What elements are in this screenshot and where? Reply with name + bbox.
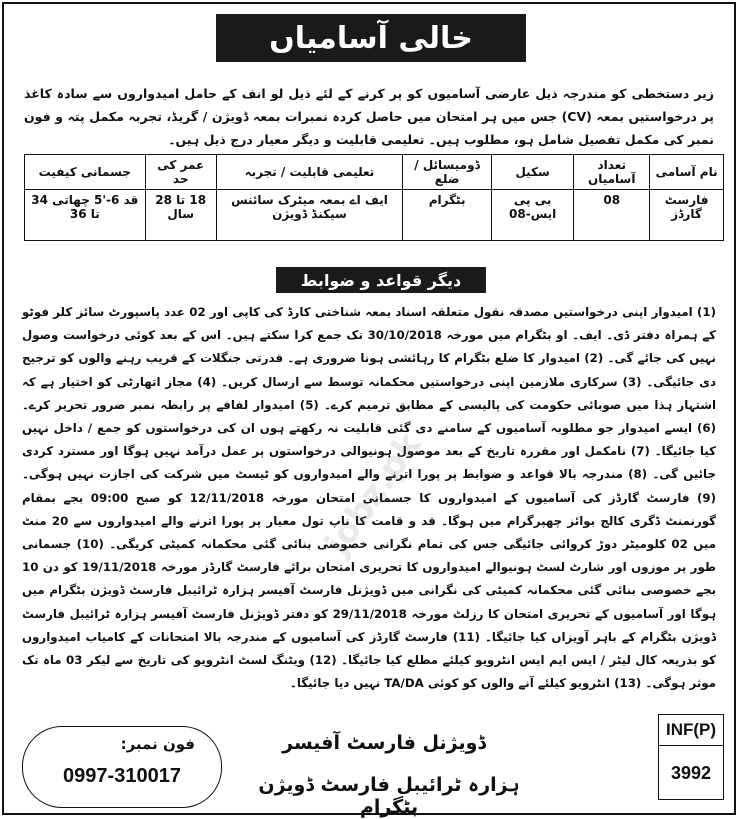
inf-label: INF(P) [659,715,723,746]
header-scale: سکیل [492,155,574,190]
posts-table [24,154,724,241]
header-qualification: تعلیمی قابلیت / تجربہ [216,155,402,190]
rules-section [22,301,716,695]
table-header-row [25,155,724,190]
office-title: ڈویژنل فارسٹ آفیسر [282,732,486,754]
inf-number: 3992 [670,762,712,783]
intro-paragraph: زیر دستخطی کو مندرجہ ذیل عارضی آسامیوں کو پر کرنے کے لئے ذیل لو انف کے حامل امیدواروں سے سادہ کاغذ پر درخواستیں بمعہ (CV) جس میں ہر امتحان میں حاصل کردہ نمبرات بمعہ ڈویژن / گریڈ، تجربہ مکمل پتہ و فون نمبر کی مکمل تفصیل شامل ہو، مطلوب ہیں۔ تعلیمی قابلیت و دیگر معیار درج ذیل ہیں۔ [24,86,714,147]
cell-post-count: 08 [574,190,650,241]
header-age-limit: عمر کی حد [145,155,216,190]
header-domicile: ڈومیسائل / ضلع [403,155,492,190]
advertisement-page [2,2,736,818]
header-post-name: نام آسامی [650,155,724,190]
cell-physical: قد 6-'5 چھاتی 34 تا 36 [25,190,146,241]
cell-age-limit: 18 تا 28 سال [145,190,216,241]
rules-paragraph: (1) امیدوار اپنی درخواستیں مصدقہ نقول متعلقہ اسناد بمعہ شناختی کارڈ کی کاپی اور 02 عدد پاسپورٹ سائز کلر فوٹو کے ہمراہ دفتر ڈی۔ ایف۔ او بٹگرام میں مورخہ 30/10/2018 تک جمع کرا سکتے ہیں۔ اس کے بعد کوئی درخواست وصول نہیں کی جائے گی۔ (2) امیدوار کا ضلع بٹگرام کا رہائشی ہونا ضروری ہے۔ قدرتی جنگلات کے قریب رہنے والوں کو ترجیح دی جائیگی۔ (3) سرکاری ملازمین اپنی درخواستیں محکمانہ توسط سے ارسال کریں۔ (4) مجاز اتھارٹی کو اختیار ہے کہ اشتہار ہذا میں صوبائی حکومت کی پالیسی کے مطابق ترمیم کرے۔ (5) امیدوار لفافے پر رابطہ نمبر ضرور تحریر کرے۔ (6) ایسے امیدوار جو مطلوبہ آسامیوں کے سامنے دی گئی قابلیت نہ رکھتے ہوں ان کی درخواستوں کو جمع / داخل نہیں کیا جائیگا۔ (7) نامکمل اور مقررہ تاریخ کے بعد موصول ہونیوالی درخواستوں پر عمل درآمد نہیں ہوگا اور مسترد کردی جائیں گی۔ (8) مندرجہ بالا قواعد و ضوابط پر پورا اترنے والے امیدواروں کو ٹیسٹ میں شرکت کی اجازت نہیں ہوگی۔ (9) فارسٹ گارڈز کی آسامیوں کے امیدواروں کا جسمانی امتحان مورخہ 12/11/2018 کو صبح 09:00 بجے بمقام گورنمنٹ ڈگری کالج بوائز چھپرگرام میں ہوگا۔ قد و قامت کا ناپ تول معیار پر پورا اترنے والے امیدواروں سے 20 منٹ میں 02 کلومیٹر دوڑ کروائی جائیگی جس کی تمام نگرانی خصوصی بنائی گئی محکمانہ کمیٹی کریگی۔ (10) جسمانی طور پر موزوں اور شارٹ لسٹ ہونیوالے امیدواروں کا تحریری امتحان برائے فارسٹ گارڈز مورخہ 19/11/2018 کو دن 10 بجے خصوصی بنائی گئی محکمانہ کمیٹی کی نگرانی میں ڈویژنل فارسٹ آفیسر ہزارہ ٹرائیبل فارسٹ ڈویژن بٹگرام میں ہوگا اور آسامیوں کے تحریری امتحان کا رزلٹ مورخہ 29/11/2018 کو دفتر ڈویژنل فارسٹ آفیسر ہزارہ ٹرائیبل فارسٹ ڈویژن بٹگرام کے باہر آویزاں کیا جائیگا۔ (11) فارسٹ گارڈز کی آسامیوں کے مندرجہ بالا امتحانات کے کامیاب امیدواروں کو بذریعہ کال لیٹر / ایس ایم ایس انٹرویو کیلئے مطلع کیا جائیگا۔ (12) ویٹنگ لسٹ انٹرویو کی تاریخ سے لیکر 03 ماہ تک موثر ہوگی۔ (13) انٹرویو کیلئے آنے والوں کو کوئی TA/DA نہیں دیا جائیگا۔ [22,305,717,691]
header-post-count: تعداد آسامیاں [574,155,650,190]
cell-post-name: فارسٹ گارڈز [650,190,724,241]
banner-title: خالی آسامیاں [216,14,526,62]
rules-heading: دیگر قواعد و ضوابط [276,267,486,293]
cell-scale: بی پی ایس-08 [492,190,574,241]
inf-box [658,714,724,800]
cell-qualification: ایف اے بمعہ میٹرک سائنس سیکنڈ ڈویژن [216,190,402,241]
phone-number: 0997-310017 [63,765,181,787]
phone-box [22,726,222,808]
cell-domicile: بٹگرام [403,190,492,241]
table-row [25,190,724,241]
phone-label: فون نمبر: [120,735,195,753]
office-subtitle: ہزارہ ٹرائیبل فارسٹ ڈویژن بٹگرام [258,774,520,818]
watermark: jobz.pk [317,425,430,563]
header-physical: جسمانی کیفیت [25,155,146,190]
